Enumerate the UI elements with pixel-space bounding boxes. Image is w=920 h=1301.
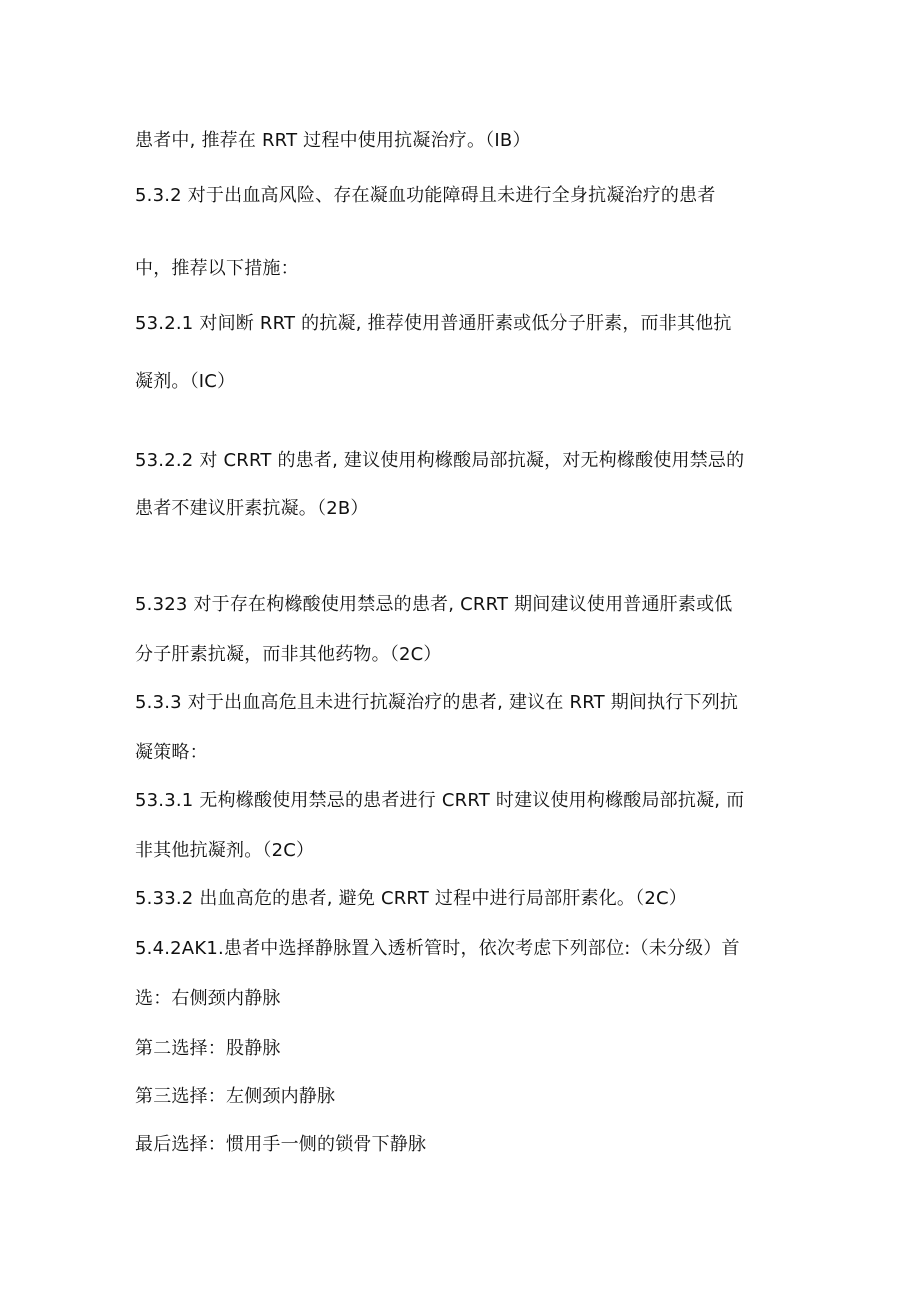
text-line: 5.4.2AK1.患者中选择静脉置入透析管时，依次考虑下列部位:（未分级）首 <box>135 938 740 959</box>
text-line: 53.2.1 对间断 RRT 的抗凝, 推荐使用普通肝素或低分子肝素，而非其他抗 <box>135 313 732 334</box>
text-line: 5.3.2 对于出血高风险、存在凝血功能障碍且未进行全身抗凝治疗的患者 <box>135 185 716 206</box>
text-line: 中，推荐以下措施： <box>135 258 299 279</box>
text-line: 5.3.3 对于出血高危且未进行抗凝治疗的患者, 建议在 RRT 期间执行下列抗 <box>135 692 739 713</box>
text-line: 最后选择：惯用手一侧的锁骨下静脉 <box>135 1134 427 1155</box>
text-line: 分子肝素抗凝，而非其他药物。（2C） <box>135 644 442 665</box>
text-line: 第三选择：左侧颈内静脉 <box>135 1086 336 1107</box>
text-line: 非其他抗凝剂。（2C） <box>135 840 315 861</box>
text-line: 第二选择：股静脉 <box>135 1038 281 1059</box>
text-line: 患者中, 推荐在 RRT 过程中使用抗凝治疗。（IB） <box>135 130 531 151</box>
text-line: 53.3.1 无枸橼酸使用禁忌的患者进行 CRRT 时建议使用枸橼酸局部抗凝, 而 <box>135 790 745 811</box>
text-line: 患者不建议肝素抗凝。（2B） <box>135 498 369 519</box>
text-line: 凝策略： <box>135 742 208 763</box>
text-line: 53.2.2 对 CRRT 的患者, 建议使用枸橼酸局部抗凝，对无枸橼酸使用禁忌的 <box>135 450 745 471</box>
text-line: 5.33.2 出血高危的患者, 避免 CRRT 过程中进行局部肝素化。（2C） <box>135 888 687 909</box>
text-line: 5.323 对于存在枸橼酸使用禁忌的患者, CRRT 期间建议使用普通肝素或低 <box>135 594 733 615</box>
text-line: 凝剂。（IC） <box>135 371 236 392</box>
text-line: 选：右侧颈内静脉 <box>135 988 281 1009</box>
